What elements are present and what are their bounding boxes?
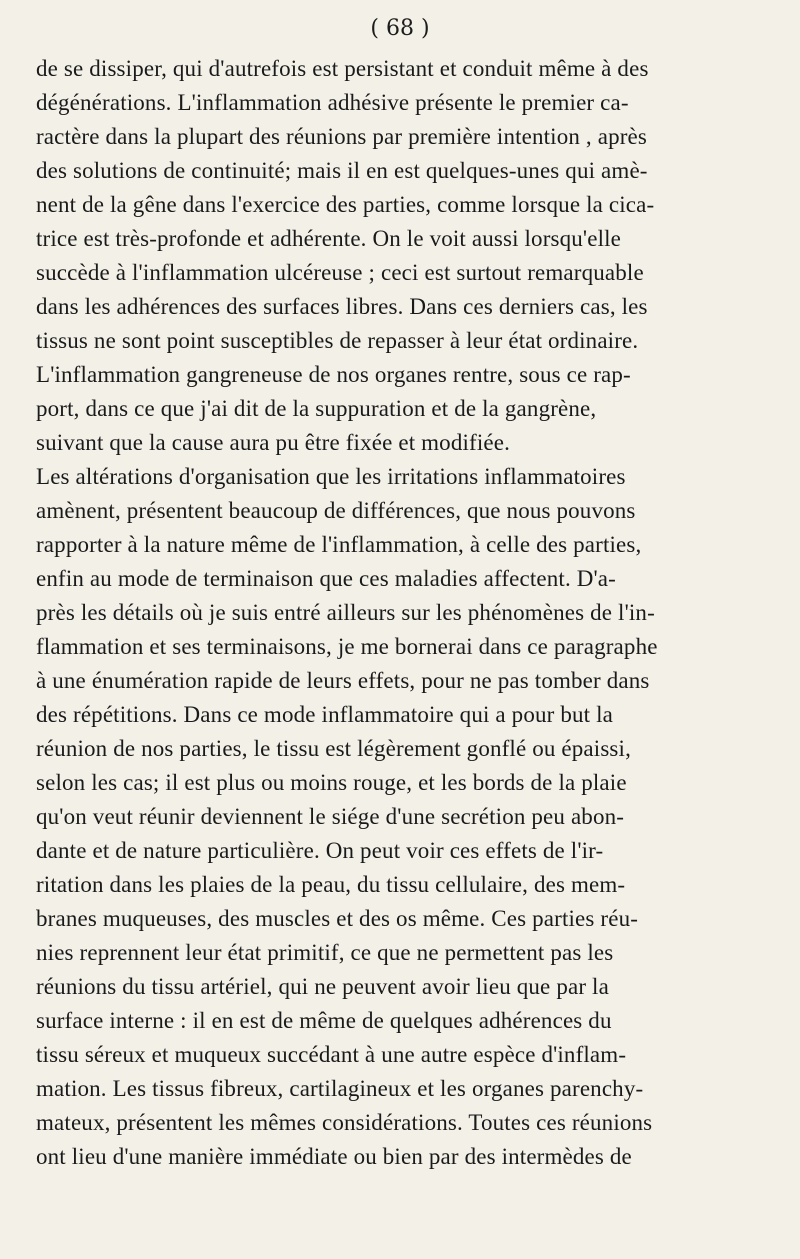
text-line: des solutions de continuité; mais il en est quelques-unes qui amè-	[36, 158, 648, 183]
text-line: branes muqueuses, des muscles et des os même. Ces parties réu-	[36, 906, 639, 931]
text-line: amènent, présentent beaucoup de différences, que nous pouvons	[36, 498, 636, 523]
text-line: Les altérations d'organisation que les irritations inflammatoires	[36, 464, 626, 489]
text-line: selon les cas; il est plus ou moins rouge, et les bords de la plaie	[36, 770, 627, 795]
text-line: nent de la gêne dans l'exercice des parties, comme lorsque la cica-	[36, 192, 655, 217]
text-line: à une énumération rapide de leurs effets, pour ne pas tomber dans	[36, 668, 650, 693]
text-line: port, dans ce que j'ai dit de la suppuration et de la gangrène,	[36, 396, 597, 421]
text-line: dante et de nature particulière. On peut voir ces effets de l'ir-	[36, 838, 604, 863]
text-line: ractère dans la plupart des réunions par première intention , après	[36, 124, 648, 149]
text-line: nies reprennent leur état primitif, ce que ne permettent pas les	[36, 940, 614, 965]
text-line: mateux, présentent les mêmes considérations. Toutes ces réunions	[36, 1110, 653, 1135]
text-line: surface interne : il en est de même de quelques adhérences du	[36, 1008, 612, 1033]
text-line: réunions du tissu artériel, qui ne peuvent avoir lieu que par la	[36, 974, 609, 999]
body-text	[36, 52, 771, 1174]
text-line: mation. Les tissus fibreux, cartilagineux et les organes parenchy-	[36, 1076, 644, 1101]
text-line: qu'on veut réunir deviennent le siége d'une secrétion peu abon-	[36, 804, 625, 829]
text-line: dégénérations. L'inflammation adhésive présente le premier ca-	[36, 90, 629, 115]
text-line: trice est très-profonde et adhérente. On le voit aussi lorsqu'elle	[36, 226, 622, 251]
text-line: des répétitions. Dans ce mode inflammatoire qui a pour but la	[36, 702, 613, 727]
text-line: près les détails où je suis entré ailleurs sur les phénomènes de l'in-	[36, 600, 655, 625]
text-line: de se dissiper, qui d'autrefois est persistant et conduit même à des	[36, 56, 649, 81]
text-line: réunion de nos parties, le tissu est légèrement gonflé ou épaissi,	[36, 736, 631, 761]
text-line: tissu séreux et muqueux succédant à une autre espèce d'inflam-	[36, 1042, 627, 1067]
text-line: L'inflammation gangreneuse de nos organes rentre, sous ce rap-	[36, 362, 631, 387]
text-line: ont lieu d'une manière immédiate ou bien par des intermèdes de	[36, 1144, 632, 1169]
text-line: ritation dans les plaies de la peau, du tissu cellulaire, des mem-	[36, 872, 626, 897]
text-line: flammation et ses terminaisons, je me bornerai dans ce paragraphe	[36, 634, 658, 659]
page-number: ( 68 )	[370, 16, 430, 41]
text-line: succède à l'inflammation ulcéreuse ; ceci est surtout remarquable	[36, 260, 644, 285]
text-line: suivant que la cause aura pu être fixée et modifiée.	[36, 430, 510, 455]
text-line: tissus ne sont point susceptibles de repasser à leur état ordinaire.	[36, 328, 639, 353]
text-line: dans les adhérences des surfaces libres. Dans ces derniers cas, les	[36, 294, 648, 319]
text-line: enfin au mode de terminaison que ces maladies affectent. D'a-	[36, 566, 616, 591]
text-line: rapporter à la nature même de l'inflammation, à celle des parties,	[36, 532, 642, 557]
